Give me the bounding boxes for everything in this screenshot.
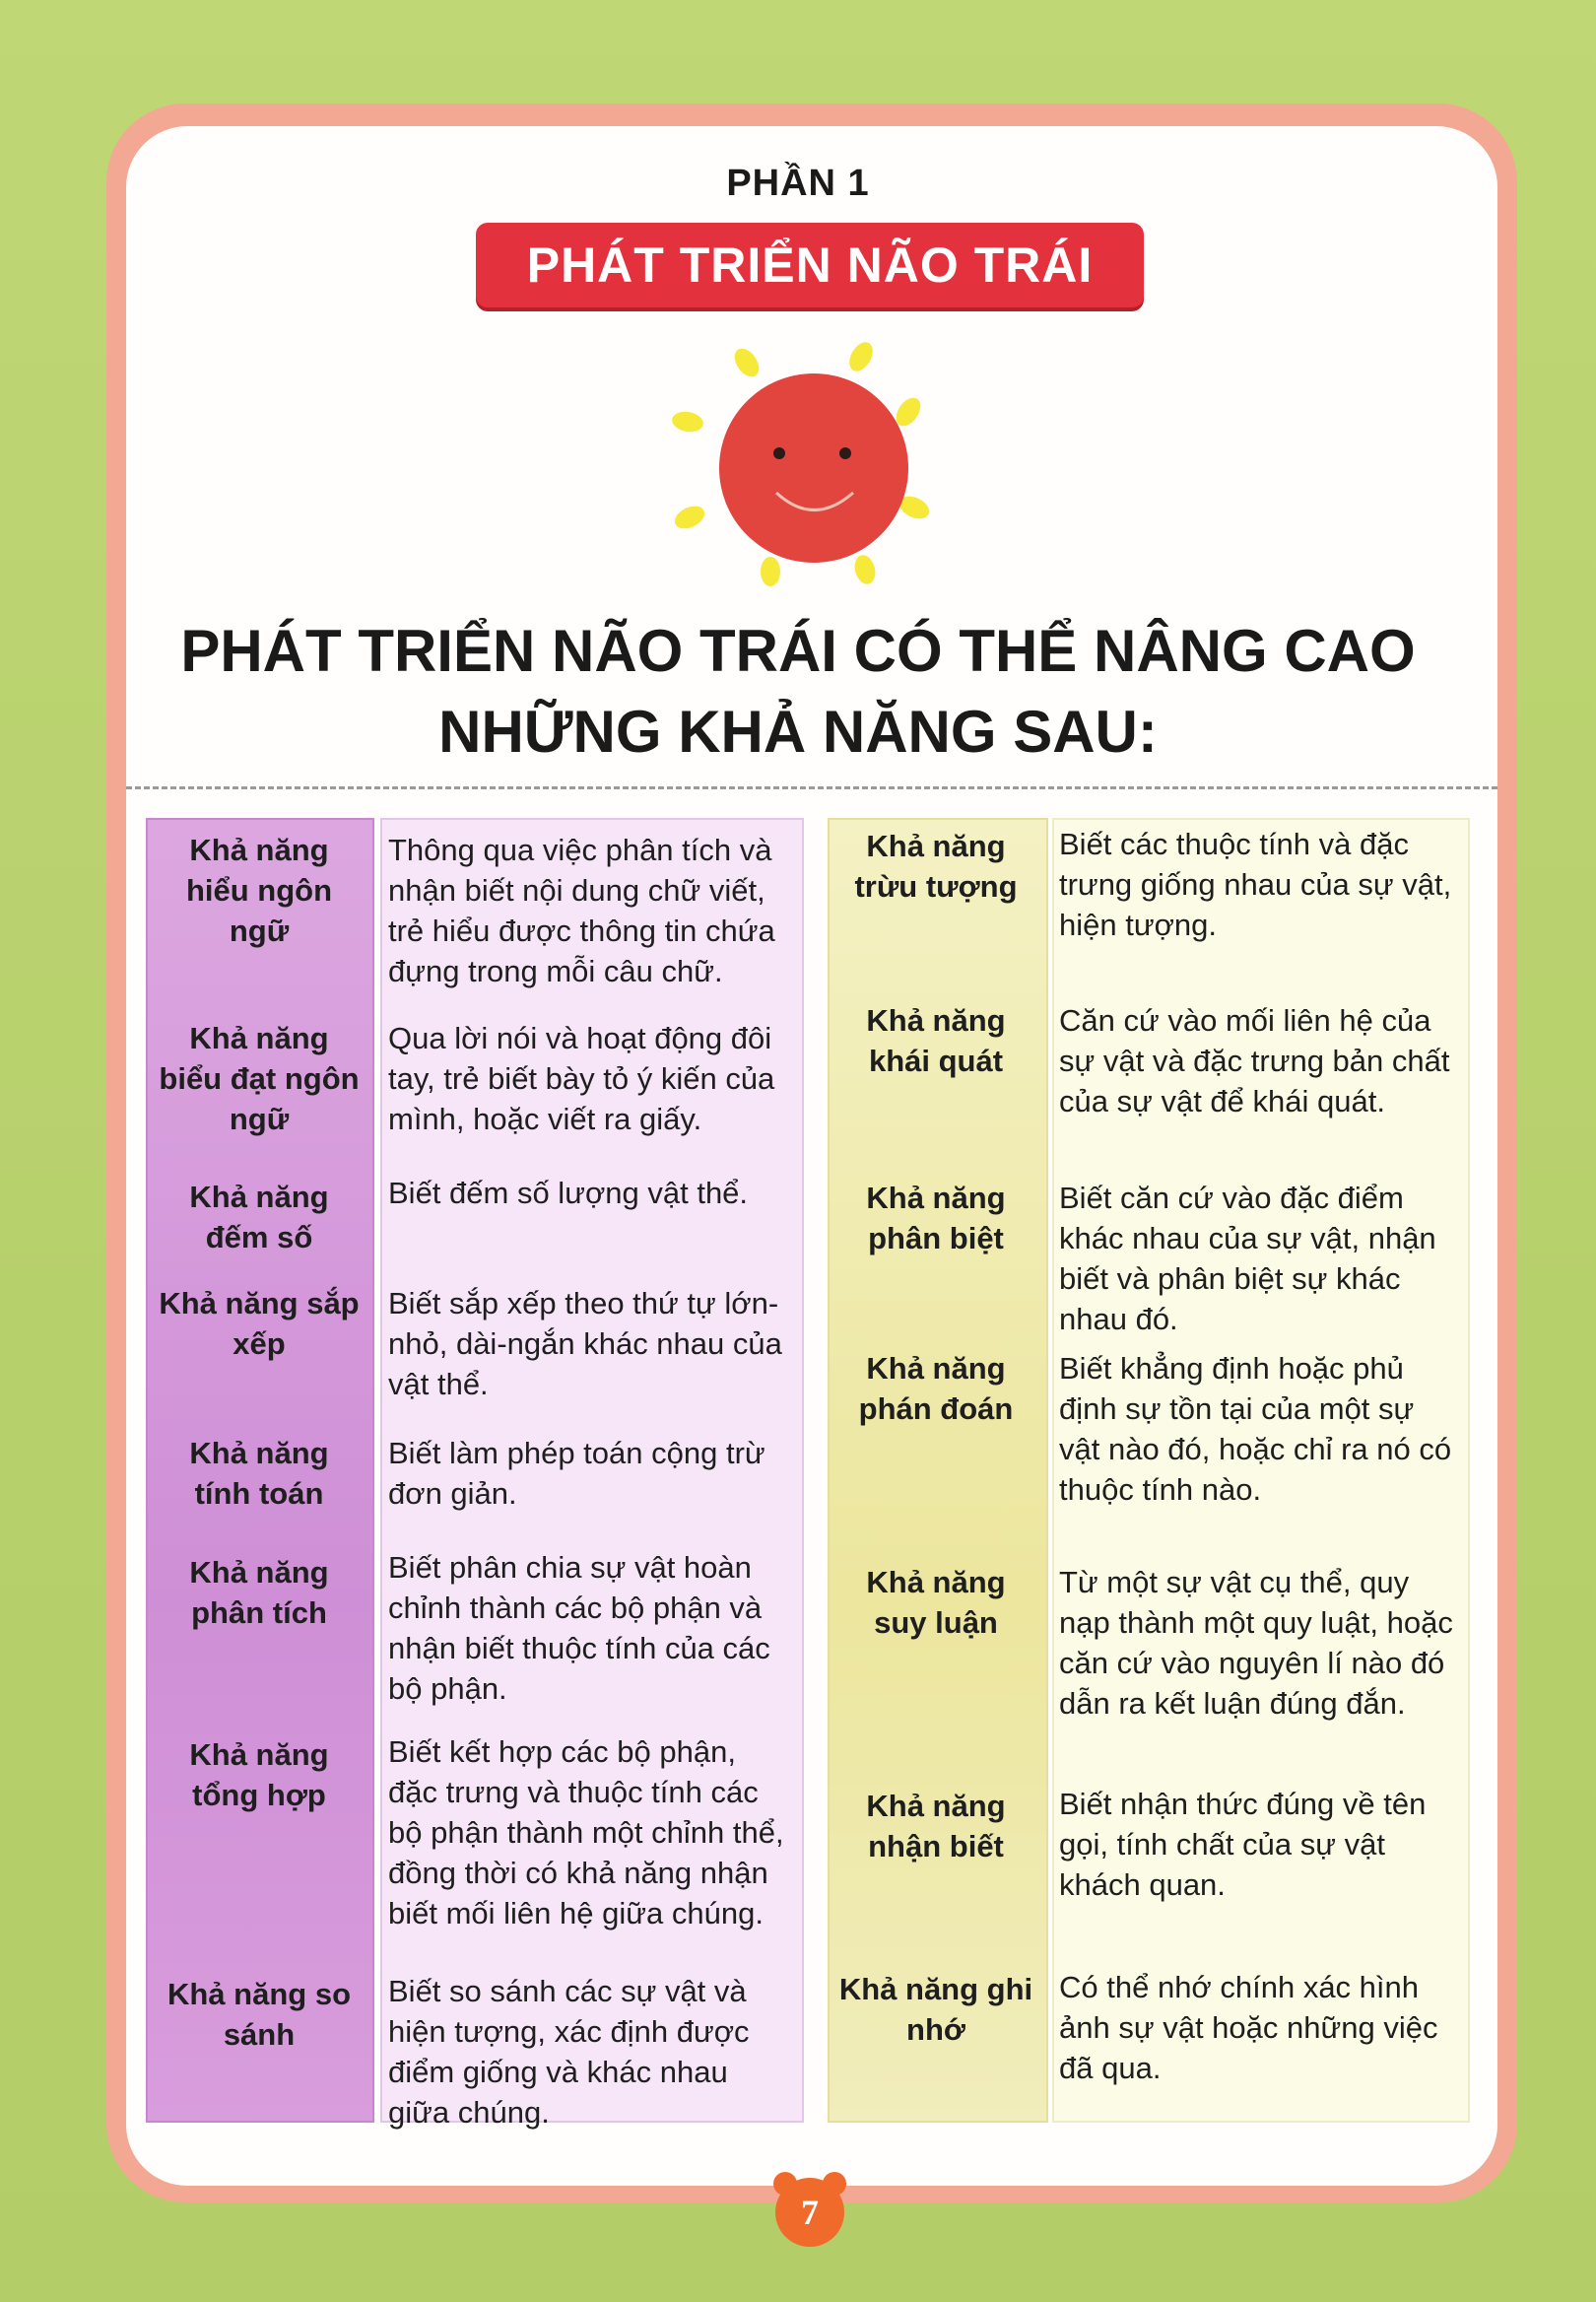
section-banner [476,223,1144,307]
right-skill-desc: Biết khẳng định hoặc phủ định sự tồn tại của một sự vật nào đó, hoặc chỉ ra nó có thuộc tính nào. [1059,1351,1452,1507]
left-skill-label: Khả năng so sánh [166,1977,351,2052]
left-skill-desc: Biết phân chia sự vật hoàn chỉnh thành các bộ phận và nhận biết thuộc tính của các bộ phận. [388,1550,770,1706]
page-number-badge [775,2178,844,2247]
right-skill-desc: Căn cứ vào mối liên hệ của sự vật và đặc trưng bản chất của sự vật để khái quát. [1059,1003,1450,1118]
left-skill-label: Khả năng hiểu ngôn ngữ [185,833,333,948]
section-banner-title: PHÁT TRIỂN NÃO TRÁI [526,237,1094,293]
left-skill-label: Khả năng tổng hợp [189,1737,329,1812]
right-skill-desc: Từ một sự vật cụ thể, quy nạp thành một quy luật, hoặc căn cứ vào nguyên lí nào đó dẫn ra kết luận đúng đắn. [1059,1565,1453,1721]
left-skill-label: Khả năng sắp xếp [159,1286,360,1361]
left-skill-label: Khả năng phân tích [189,1555,329,1630]
left-skill-desc: Biết đếm số lượng vật thể. [388,1176,749,1210]
right-skill-label: Khả năng ghi nhớ [838,1972,1033,2047]
left-skill-desc: Thông qua việc phân tích và nhận biết nội dung chữ viết, trẻ hiểu được thông tin chứa đựng trong mỗi câu chữ. [388,833,775,988]
headline-line-2: NHỮNG KHẢ NĂNG SAU: [438,699,1158,765]
left-skill-label: Khả năng đếm số [189,1180,329,1254]
sun-ray [844,338,877,375]
sun-ray [761,557,780,586]
left-skill-label: Khả năng biểu đạt ngôn ngữ [159,1021,360,1136]
sun-ray [851,553,878,586]
sun-ray [671,502,707,533]
left-skill-desc: Biết so sánh các sự vật và hiện tượng, xác định được điểm giống và khác nhau giữa chúng. [388,1974,750,2130]
right-skill-desc: Biết các thuộc tính và đặc trưng giống nhau của sự vật, hiện tượng. [1059,827,1452,942]
right-skill-label: Khả năng trừu tượng [854,829,1018,904]
sun-illustration [650,325,946,601]
left-skill-desc: Biết sắp xếp theo thứ tự lớn-nhỏ, dài-ngắn khác nhau của vật thể. [388,1286,782,1401]
right-skill-desc: Biết nhận thức đúng về tên gọi, tính chất của sự vật khách quan. [1059,1787,1427,1902]
headline-line-1: PHÁT TRIỂN NÃO TRÁI CÓ THỂ NÂNG CAO [180,618,1416,684]
page-number: 7 [801,2193,819,2232]
left-skill-label: Khả năng tính toán [189,1436,329,1511]
right-skill-label: Khả năng phân biệt [866,1181,1006,1255]
sun-ray [730,344,765,381]
sun-eye [839,447,851,459]
sun-ray [671,409,705,434]
sun-face [719,373,908,563]
right-skill-desc: Có thể nhớ chính xác hình ảnh sự vật hoặc những việc đã qua. [1059,1970,1438,2085]
dashed-divider [126,786,1497,789]
right-skill-label: Khả năng nhận biết [866,1789,1006,1863]
right-skill-label: Khả năng khái quát [866,1003,1006,1078]
right-skill-label: Khả năng phán đoán [858,1351,1014,1426]
headline [148,611,1448,773]
left-skill-desc: Qua lời nói và hoạt động đôi tay, trẻ biết bày tỏ ý kiến của mình, hoặc viết ra giấy. [388,1021,775,1136]
right-skill-desc: Biết căn cứ vào đặc điểm khác nhau của sự vật, nhận biết và phân biệt sự khác nhau đó. [1059,1181,1436,1336]
left-skill-desc: Biết làm phép toán cộng trừ đơn giản. [388,1436,765,1511]
right-skill-label: Khả năng suy luận [866,1565,1006,1640]
part-label: PHẦN 1 [726,163,870,204]
sun-eye [773,447,785,459]
left-skill-desc: Biết kết hợp các bộ phận, đặc trưng và thuộc tính các bộ phận thành một chỉnh thể, đồng thời có khả năng nhận biết mối liên hệ giữa chúng. [388,1734,784,1930]
